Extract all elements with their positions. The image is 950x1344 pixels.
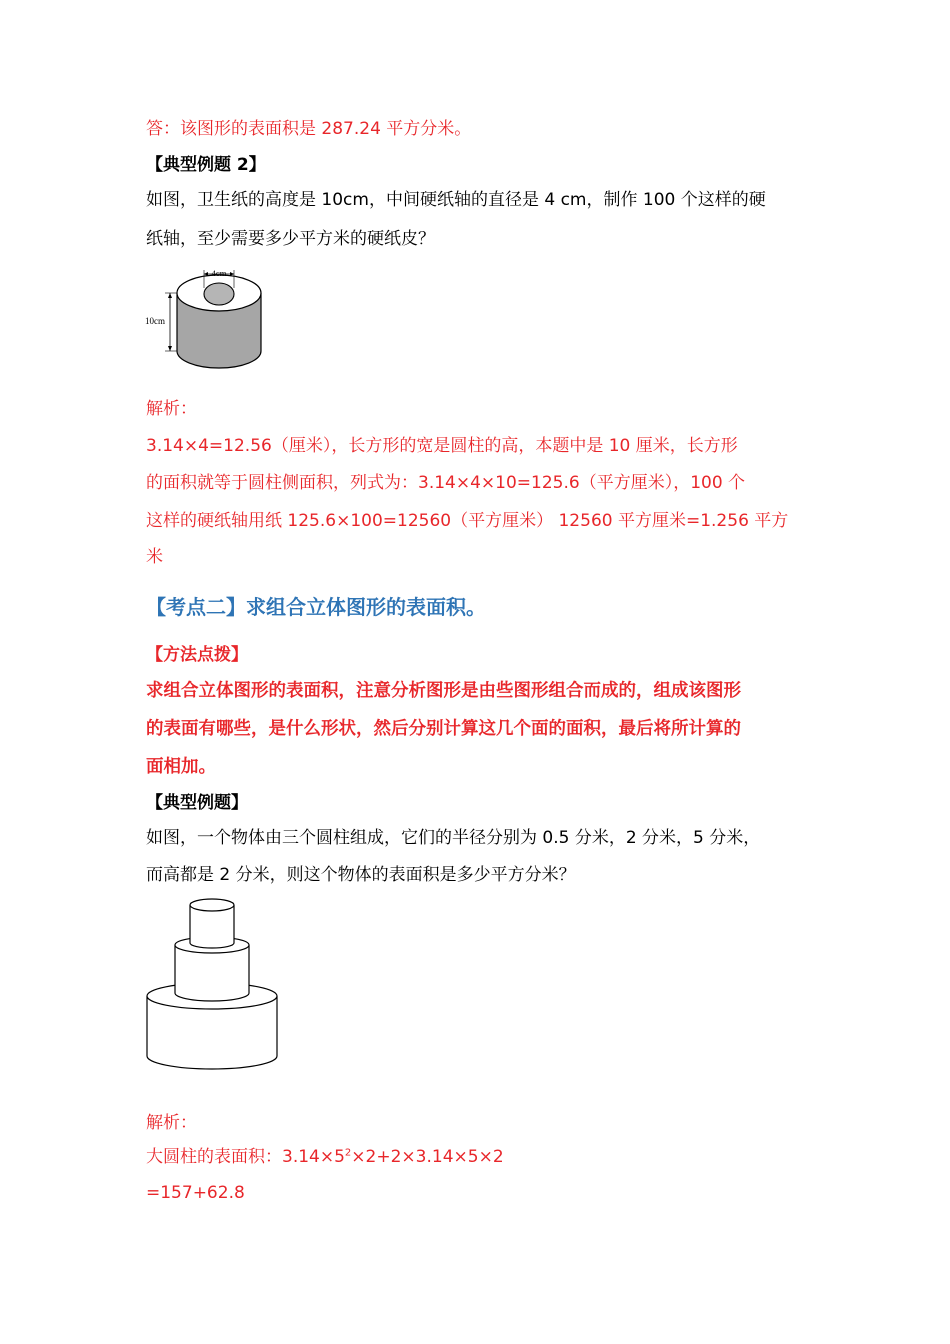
toilet-paper-roll-figure <box>140 258 270 383</box>
analysis-label-1: 解析： <box>146 399 197 419</box>
analysis-2-line-1 <box>146 1146 504 1168</box>
answer-line: 答：该图形的表面积是 287.24 平方分米。 <box>146 119 472 139</box>
example-question-line-2: 而高都是 2 分米，则这个物体的表面积是多少平方分米？ <box>146 865 576 885</box>
analysis-2-line-1-part-a: 大圆柱的表面积：3.14×5 <box>146 1147 345 1167</box>
analysis-1-line-1: 3.14×4=12.56（厘米），长方形的宽是圆柱的高，本题中是 10 厘米，长方形 <box>146 436 738 456</box>
example-2-question-line-1: 如图，卫生纸的高度是 10cm，中间硬纸轴的直径是 4 cm，制作 100 个这样的硬 <box>146 190 766 210</box>
method-line-2: 的表面有哪些，是什么形状，然后分别计算这几个面的面积，最后将所计算的 <box>146 719 741 739</box>
method-title: 【方法点拨】 <box>146 645 248 665</box>
analysis-1-line-4: 米 <box>146 547 163 567</box>
stacked-cylinders-figure <box>140 890 285 1080</box>
analysis-1-line-3: 这样的硬纸轴用纸 125.6×100=12560（平方厘米） 12560 平方厘米=1.256 平方 <box>146 511 789 531</box>
section-heading: 【考点二】求组合立体图形的表面积。 <box>146 595 486 619</box>
method-line-1: 求组合立体图形的表面积，注意分析图形是由些图形组合而成的，组成该图形 <box>146 681 741 701</box>
example-question-line-1: 如图，一个物体由三个圆柱组成，它们的半径分别为 0.5 分米，2 分米，5 分米， <box>146 828 761 848</box>
method-line-3: 面相加。 <box>146 757 216 777</box>
diameter-label: 4cm <box>211 268 227 278</box>
example-2-title: 【典型例题 2】 <box>146 155 266 175</box>
example-2-question-line-2: 纸轴，至少需要多少平方米的硬纸皮？ <box>146 229 435 249</box>
analysis-2-line-2: =157+62.8 <box>146 1183 245 1203</box>
example-title: 【典型例题】 <box>146 793 248 813</box>
height-label: 10cm <box>145 316 165 326</box>
analysis-2-line-1-part-b: ×2+2×3.14×5×2 <box>351 1147 504 1167</box>
exponent: 2 <box>344 1147 352 1159</box>
analysis-label-2: 解析： <box>146 1113 197 1133</box>
analysis-1-line-2: 的面积就等于圆柱侧面积，列式为：3.14×4×10=125.6（平方厘米），100 个 <box>146 473 746 493</box>
